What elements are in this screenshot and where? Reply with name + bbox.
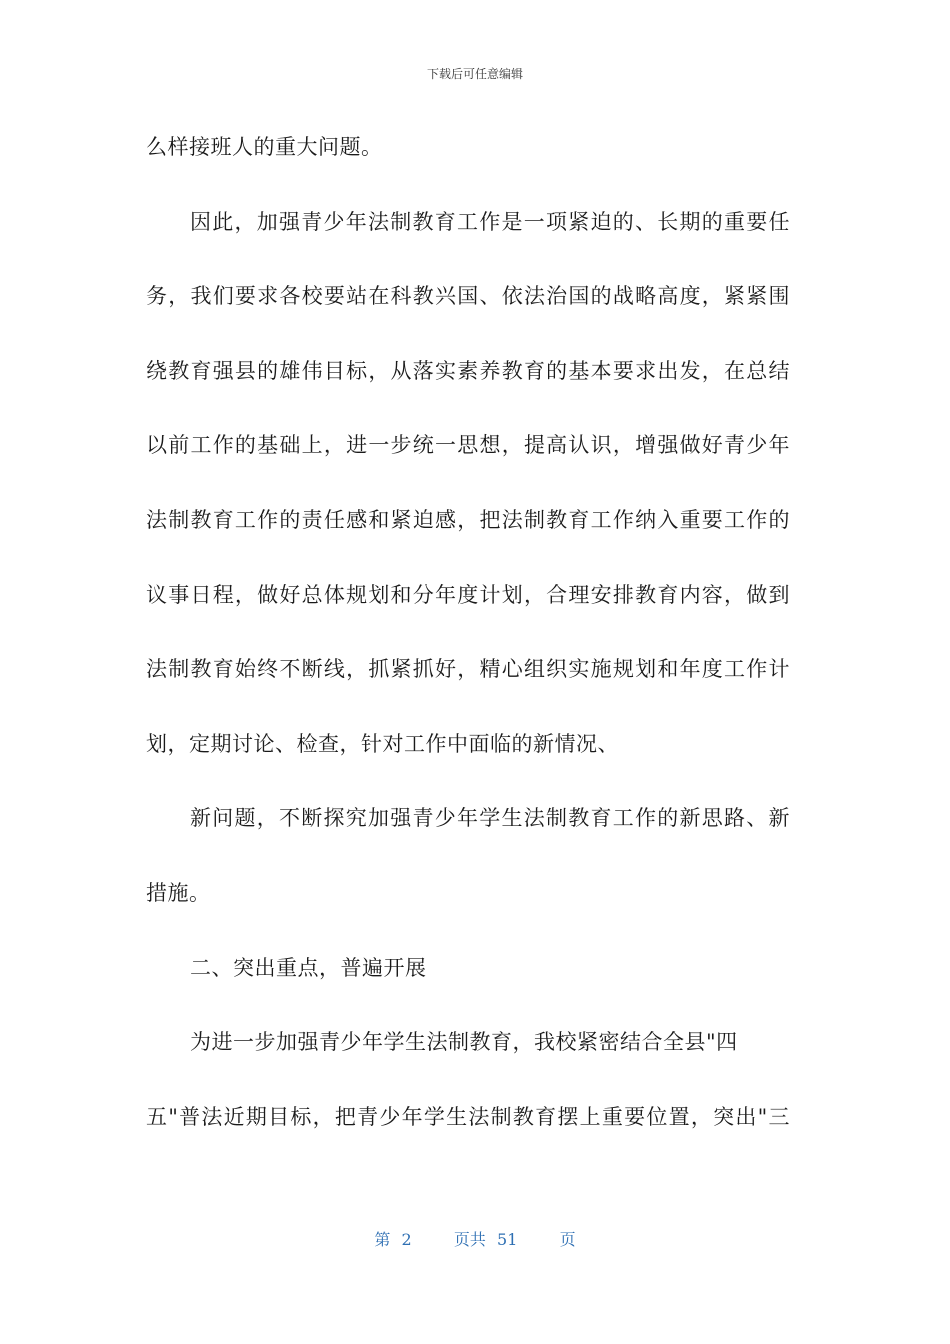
paragraph-line: 法制教育始终不断线，抓紧抓好，精心组织实施规划和年度工作计	[146, 657, 790, 682]
paragraph-line: 为进一步加强青少年学生法制教育，我校紧密结合全县"四	[190, 1030, 738, 1055]
page-label-suffix: 页	[559, 1230, 576, 1249]
paragraph-line: 议事日程，做好总体规划和分年度计划，合理安排教育内容，做到	[146, 582, 790, 607]
page-label-mid: 页共	[453, 1230, 486, 1249]
paragraph-line: 以前工作的基础上，进一步统一思想，提高认识，增强做好青少年	[146, 433, 790, 458]
section-heading: 二、突出重点，普遍开展	[190, 955, 427, 980]
current-page-number: 2	[401, 1230, 412, 1249]
paragraph-line: 五"普法近期目标，把青少年学生法制教育摆上重要位置，突出"三	[146, 1104, 790, 1129]
page-label-prefix: 第	[374, 1230, 391, 1249]
paragraph-line: 措施。	[146, 880, 211, 905]
paragraph-line: 新问题，不断探究加强青少年学生法制教育工作的新思路、新	[190, 806, 790, 831]
paragraph-line: 因此，加强青少年法制教育工作是一项紧迫的、长期的重要任	[190, 209, 790, 234]
page-number-footer	[0, 1230, 950, 1250]
total-pages-number: 51	[497, 1230, 518, 1249]
paragraph-line: 绕教育强县的雄伟目标，从落实素养教育的基本要求出发，在总结	[146, 358, 790, 383]
page-header: 下载后可任意编辑	[426, 67, 523, 81]
paragraph-line: 务，我们要求各校要站在科教兴国、依法治国的战略高度，紧紧围	[146, 284, 790, 309]
document-body	[146, 110, 806, 1154]
paragraph-line: 法制教育工作的责任感和紧迫感，把法制教育工作纳入重要工作的	[146, 507, 790, 532]
paragraph-line: 么样接班人的重大问题。	[146, 135, 383, 159]
paragraph-line: 划，定期讨论、检查，针对工作中面临的新情况、	[146, 731, 619, 756]
